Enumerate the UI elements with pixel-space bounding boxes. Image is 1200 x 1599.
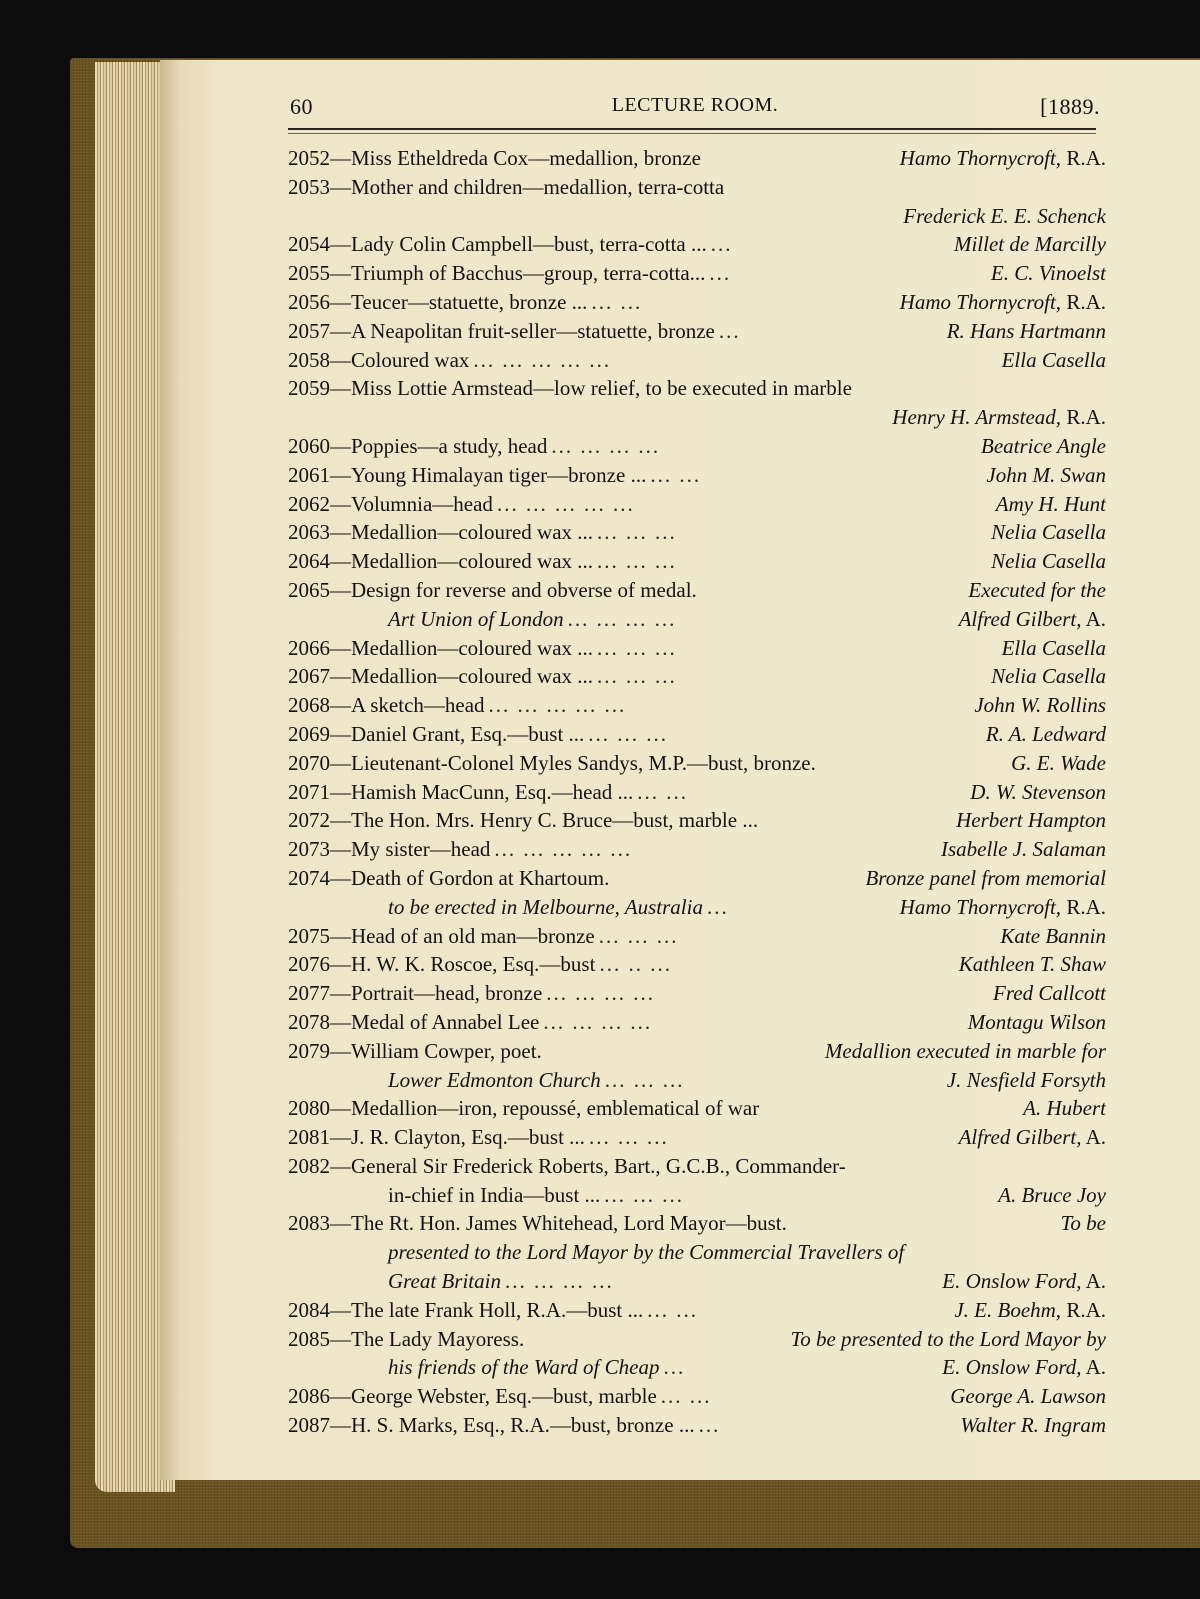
artist-name: [1002, 634, 1106, 663]
artist-text: Herbert Hampton: [956, 808, 1106, 833]
entry-title: 2076—H. W. K. Roscoe, Esq.—bust: [288, 952, 596, 977]
entry-title: his friends of the Ward of Cheap: [388, 1355, 660, 1380]
entry-line: [288, 576, 1106, 605]
catalogue-entry: [288, 173, 1106, 231]
entry-line: [288, 605, 1106, 634]
artist-name: [942, 1353, 1106, 1382]
artist-text: Frederick E. E. Schenck: [903, 203, 1106, 228]
leader-dots: ... ... ... ... ...: [496, 491, 635, 516]
entry-line: [288, 1152, 1106, 1181]
leader-dots: ... ... ...: [588, 721, 669, 746]
entry-line: [288, 346, 1106, 375]
leader-dots: ... ... ...: [588, 1125, 669, 1150]
leader-dots: ... ...: [650, 462, 702, 487]
leader-dots: ... ... ...: [598, 923, 679, 948]
leader-dots: ...: [718, 318, 741, 343]
artist-text: J. Nesfield Forsyth: [946, 1067, 1106, 1092]
page-header: [290, 94, 1100, 124]
catalogue-entry: [288, 288, 1106, 317]
catalogue-entry: [288, 576, 1106, 634]
artist-text: D. W. Stevenson: [970, 779, 1106, 804]
artist-name: [1061, 1209, 1106, 1238]
artist-text: Alfred Gilbert,: [958, 606, 1082, 631]
leader-dots: ...: [709, 261, 732, 286]
catalogue-entries: [288, 144, 1106, 1440]
artist-text: Kate Bannin: [1000, 923, 1106, 948]
artist-name: [996, 490, 1106, 519]
leader-dots: ... ... ... ... ...: [494, 837, 633, 862]
artist-text: Hamo Thornycroft,: [899, 146, 1062, 170]
artist-name: [950, 1382, 1106, 1411]
entry-title: 2054—Lady Colin Campbell—bust, terra-cotta ...: [288, 232, 707, 257]
catalogue-entry: [288, 864, 1106, 922]
artist-honor: R.A.: [1061, 894, 1106, 919]
entry-line: [288, 1181, 1106, 1210]
entry-line: [288, 922, 1106, 951]
entry-line: [288, 1209, 1106, 1238]
leader-dots: ... ...: [660, 1384, 712, 1409]
entry-line: [288, 1238, 1106, 1267]
entry-title: 2052—Miss Etheldreda Cox—medallion, bronze: [288, 146, 701, 170]
leader-dots: ... ...: [647, 1297, 698, 1322]
entry-line: [288, 1267, 1106, 1296]
artist-text: Henry H. Armstead,: [892, 405, 1062, 430]
artist-text: Nelia Casella: [991, 520, 1106, 545]
artist-text: John M. Swan: [986, 462, 1106, 487]
catalogue-entry: [288, 317, 1106, 346]
page-number: 60: [290, 94, 313, 119]
catalogue-entry: [288, 922, 1106, 951]
artist-text: Millet de Marcilly: [953, 232, 1106, 257]
entry-line: [288, 979, 1106, 1008]
entry-line: [288, 749, 1106, 778]
header-rule: [288, 128, 1096, 134]
entry-line: [288, 432, 1106, 461]
entry-title: 2084—The late Frank Holl, R.A.—bust ...: [288, 1297, 644, 1322]
artist-name: [959, 950, 1106, 979]
leader-dots: ...: [710, 232, 733, 257]
entry-title: 2056—Teucer—statuette, bronze ...: [288, 289, 588, 314]
entry-line: [288, 1008, 1106, 1037]
artist-honor: A.: [1081, 606, 1106, 631]
entry-line: [288, 806, 1106, 835]
catalogue-entry: [288, 1411, 1106, 1440]
artist-text: R. A. Ledward: [985, 721, 1106, 746]
entry-title: 2063—Medallion—coloured wax ...: [288, 520, 594, 545]
entry-title: 2071—Hamish MacCunn, Esq.—head ...: [288, 779, 634, 804]
artist-honor: A.: [1081, 1355, 1106, 1380]
entry-title: 2083—The Rt. Hon. James Whitehead, Lord Mayor—bust.: [288, 1211, 787, 1236]
entry-line: [288, 778, 1106, 807]
artist-text: Isabelle J. Salaman: [940, 837, 1106, 862]
artist-name: [903, 202, 1106, 231]
entry-title: in-chief in India—bust ...: [388, 1182, 601, 1207]
entry-title: 2057—A Neapolitan fruit-seller—statuette, bronze: [288, 318, 715, 343]
entry-title: 2066—Medallion—coloured wax ...: [288, 635, 594, 660]
artist-text: George A. Lawson: [950, 1384, 1106, 1409]
catalogue-entry: [288, 490, 1106, 519]
catalogue-entry: [288, 144, 1106, 173]
leader-dots: ... ... ...: [597, 520, 677, 545]
entry-line: [288, 662, 1106, 691]
entry-line: [288, 144, 1106, 173]
artist-name: [960, 1411, 1106, 1440]
entry-line: [288, 547, 1106, 576]
entry-line: [288, 1037, 1106, 1066]
artist-name: [986, 720, 1106, 749]
artist-name: [1023, 1094, 1106, 1123]
entry-line: [288, 1382, 1106, 1411]
entry-line: [288, 1353, 1106, 1382]
artist-name: [959, 1123, 1106, 1152]
entry-title: 2085—The Lady Mayoress.: [288, 1326, 525, 1351]
leader-dots: ...: [698, 1413, 721, 1438]
catalogue-entry: [288, 1296, 1106, 1325]
entry-line: [288, 634, 1106, 663]
catalogue-entry: [288, 778, 1106, 807]
artist-honor: R.A.: [1061, 146, 1106, 170]
catalogue-entry: [288, 230, 1106, 259]
artist-text: Montagu Wilson: [967, 1009, 1106, 1034]
leader-dots: ... ... ...: [597, 635, 677, 660]
leader-dots: ... ... ... ...: [504, 1269, 614, 1294]
artist-text: E. Onslow Ford,: [942, 1269, 1082, 1294]
entry-line: [288, 461, 1106, 490]
catalogue-entry: [288, 374, 1106, 432]
artist-name: [974, 691, 1106, 720]
entry-title: Lower Edmonton Church: [388, 1067, 601, 1092]
catalogue-entry: [288, 1094, 1106, 1123]
artist-text: G. E. Wade: [1011, 750, 1106, 775]
artist-name: [954, 230, 1106, 259]
catalogue-entry: [288, 259, 1106, 288]
artist-name: [970, 778, 1106, 807]
artist-text: Amy H. Hunt: [995, 491, 1106, 516]
artist-name: [790, 1325, 1106, 1354]
artist-text: A. Bruce Joy: [998, 1182, 1106, 1207]
entry-title: 2087—H. S. Marks, Esq., R.A.—bust, bronze ...: [288, 1413, 695, 1438]
entry-line: [288, 835, 1106, 864]
artist-name: [892, 403, 1106, 432]
leader-dots: ...: [663, 1355, 686, 1380]
entry-title: Art Union of London: [388, 606, 564, 631]
catalogue-entry: [288, 979, 1106, 1008]
entry-line: [288, 1325, 1106, 1354]
entry-title: 2059—Miss Lottie Armstead—low relief, to be executed in marble: [288, 376, 852, 401]
artist-text: Beatrice Angle: [981, 433, 1106, 458]
leader-dots: ... ... ... ...: [546, 981, 656, 1006]
entry-line: [288, 1411, 1106, 1440]
artist-name: [1011, 749, 1106, 778]
artist-name: [947, 1066, 1106, 1095]
page-title: LECTURE ROOM.: [611, 94, 779, 116]
entry-title: to be erected in Melbourne, Australia: [388, 894, 703, 919]
artist-text: Fred Callcott: [993, 981, 1106, 1006]
entry-line: [288, 288, 1106, 317]
artist-name: [991, 518, 1106, 547]
artist-honor: A.: [1081, 1125, 1106, 1150]
artist-text: To be presented to the Lord Mayor by: [790, 1326, 1106, 1351]
catalogue-entry: [288, 720, 1106, 749]
catalogue-entry: [288, 461, 1106, 490]
entry-title: 2065—Design for reverse and obverse of medal.: [288, 577, 697, 602]
entry-title: 2078—Medal of Annabel Lee: [288, 1009, 540, 1034]
leader-dots: ...: [706, 894, 729, 919]
entry-title: 2064—Medallion—coloured wax ...: [288, 549, 594, 574]
artist-name: [1002, 346, 1106, 375]
entry-title: 2058—Coloured wax: [288, 347, 470, 372]
artist-name: [991, 547, 1106, 576]
leader-dots: ... ... ...: [597, 664, 677, 689]
entry-title: 2062—Volumnia—head: [288, 491, 493, 516]
entry-title: 2070—Lieutenant-Colonel Myles Sandys, M.P.—bust, bronze.: [288, 750, 816, 775]
catalogue-entry: [288, 1152, 1106, 1210]
entry-line: [288, 403, 1106, 432]
artist-name: [968, 576, 1106, 605]
artist-text: Executed for the: [968, 577, 1106, 602]
entry-line: [288, 317, 1106, 346]
catalogue-entry: [288, 835, 1106, 864]
catalogue-entry: [288, 1382, 1106, 1411]
entry-line: [288, 202, 1106, 231]
entry-title: 2074—Death of Gordon at Khartoum.: [288, 865, 610, 890]
artist-name: [942, 1267, 1106, 1296]
entry-line: [288, 1066, 1106, 1095]
catalogue-entry: [288, 346, 1106, 375]
artist-name: [968, 1008, 1106, 1037]
entry-line: [288, 374, 1106, 403]
catalogue-entry: [288, 518, 1106, 547]
artist-honor: R.A.: [1061, 289, 1106, 314]
artist-name: [991, 662, 1106, 691]
entry-title: 2080—Medallion—iron, repoussé, emblematical of war: [288, 1096, 760, 1121]
entry-line: [288, 230, 1106, 259]
artist-text: Nelia Casella: [991, 664, 1106, 689]
artist-name: [900, 893, 1106, 922]
artist-name: [986, 461, 1106, 490]
entry-line: [288, 1123, 1106, 1152]
entry-title: 2072—The Hon. Mrs. Henry C. Bruce—bust, marble ...: [288, 808, 759, 833]
entry-title: 2061—Young Himalayan tiger—bronze ...: [288, 462, 647, 487]
entry-line: [288, 950, 1106, 979]
artist-name: [981, 432, 1106, 461]
entry-title: 2053—Mother and children—medallion, terra-cotta: [288, 174, 725, 199]
entry-line: [288, 490, 1106, 519]
artist-name: [825, 1037, 1106, 1066]
artist-text: E. Onslow Ford,: [942, 1355, 1082, 1380]
artist-text: Hamo Thornycroft,: [899, 289, 1062, 314]
book-page: [160, 60, 1200, 1480]
leader-dots: ... ... ... ... ...: [488, 693, 627, 718]
entry-title: presented to the Lord Mayor by the Commercial Travellers of: [388, 1240, 905, 1265]
leader-dots: ... ... ... ...: [567, 606, 677, 631]
artist-name: [947, 317, 1106, 346]
catalogue-entry: [288, 1123, 1106, 1152]
leader-dots: ... ... ...: [604, 1182, 685, 1207]
entry-line: [288, 173, 1106, 202]
entry-title: 2082—General Sir Frederick Roberts, Bart., G.C.B., Commander-: [288, 1153, 846, 1178]
entry-title: 2075—Head of an old man—bronze: [288, 923, 595, 948]
artist-text: J. E. Boehm,: [954, 1297, 1062, 1322]
artist-text: A. Hubert: [1023, 1096, 1106, 1121]
entry-title: 2067—Medallion—coloured wax ...: [288, 664, 594, 689]
artist-text: Nelia Casella: [991, 549, 1106, 574]
artist-name: [993, 979, 1106, 1008]
artist-honor: R.A.: [1061, 1297, 1106, 1322]
entry-title: 2069—Daniel Grant, Esq.—bust ...: [288, 721, 585, 746]
entry-line: [288, 518, 1106, 547]
artist-text: Ella Casella: [1001, 347, 1106, 372]
leader-dots: ... ... ... ...: [551, 433, 661, 458]
entry-title: 2055—Triumph of Bacchus—group, terra-cotta...: [288, 261, 706, 286]
entry-line: [288, 893, 1106, 922]
entry-title: 2086—George Webster, Esq.—bust, marble: [288, 1384, 657, 1409]
leader-dots: ... ...: [637, 779, 689, 804]
entry-line: [288, 1296, 1106, 1325]
entry-title: 2060—Poppies—a study, head: [288, 433, 548, 458]
artist-text: Ella Casella: [1001, 635, 1106, 660]
artist-text: E. C. Vinoelst: [990, 261, 1106, 286]
artist-name: [900, 144, 1106, 173]
catalogue-entry: [288, 691, 1106, 720]
catalogue-entry: [288, 806, 1106, 835]
leader-dots: ... ... ... ...: [543, 1009, 653, 1034]
artist-text: Medallion executed in marble for: [824, 1038, 1106, 1063]
artist-honor: R.A.: [1061, 405, 1106, 430]
artist-honor: A.: [1081, 1269, 1106, 1294]
leader-dots: ... .. ...: [599, 952, 672, 977]
artist-name: [900, 288, 1106, 317]
artist-text: R. Hans Hartmann: [946, 318, 1106, 343]
entry-line: [288, 864, 1106, 893]
artist-name: [865, 864, 1106, 893]
artist-name: [991, 259, 1106, 288]
leader-dots: ... ... ...: [604, 1067, 685, 1092]
entry-title: 2068—A sketch—head: [288, 693, 485, 718]
catalogue-entry: [288, 950, 1106, 979]
entry-title: 2077—Portrait—head, bronze: [288, 981, 543, 1006]
entry-title: Great Britain: [388, 1269, 501, 1294]
artist-name: [954, 1296, 1106, 1325]
catalogue-entry: [288, 1209, 1106, 1295]
artist-text: Kathleen T. Shaw: [958, 952, 1106, 977]
artist-text: Alfred Gilbert,: [958, 1125, 1082, 1150]
catalogue-entry: [288, 547, 1106, 576]
entry-line: [288, 720, 1106, 749]
catalogue-entry: [288, 749, 1106, 778]
catalogue-entry: [288, 432, 1106, 461]
entry-line: [288, 691, 1106, 720]
artist-text: Walter R. Ingram: [960, 1413, 1106, 1438]
artist-text: Bronze panel from memorial: [865, 865, 1106, 890]
artist-name: [1000, 922, 1106, 951]
leader-dots: ... ... ...: [597, 549, 677, 574]
entry-title: 2073—My sister—head: [288, 837, 491, 862]
artist-text: Hamo Thornycroft,: [899, 894, 1062, 919]
entry-title: 2081—J. R. Clayton, Esq.—bust ...: [288, 1125, 585, 1150]
catalogue-entry: [288, 634, 1106, 663]
catalogue-entry: [288, 1325, 1106, 1383]
entry-title: 2079—William Cowper, poet.: [288, 1038, 542, 1063]
artist-name: [941, 835, 1106, 864]
entry-line: [288, 1094, 1106, 1123]
catalogue-entry: [288, 1037, 1106, 1095]
artist-text: John W. Rollins: [974, 693, 1106, 718]
artist-text: To be: [1060, 1211, 1106, 1236]
entry-line: [288, 259, 1106, 288]
leader-dots: ... ...: [591, 289, 643, 314]
artist-name: [956, 806, 1106, 835]
page-year: [1889.: [1040, 94, 1100, 119]
catalogue-entry: [288, 1008, 1106, 1037]
leader-dots: ... ... ... ... ...: [473, 347, 612, 372]
artist-name: [998, 1181, 1106, 1210]
artist-name: [959, 605, 1106, 634]
catalogue-entry: [288, 662, 1106, 691]
